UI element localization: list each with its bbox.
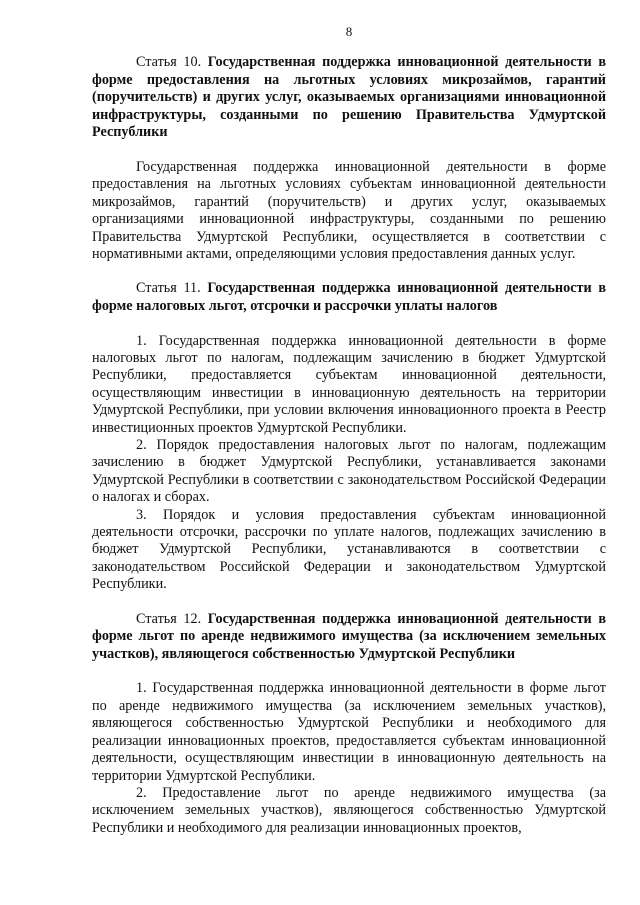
article-10-prefix: Статья 10. bbox=[136, 54, 202, 70]
article-12-title: Государственная поддержка инновационной деятельности в форме льгот по аренде недвижимого имущества (за исключением земельных участков), являющегося собственностью Удмуртской Республики bbox=[92, 610, 606, 662]
article-11-prefix: Статья 11. bbox=[136, 280, 201, 297]
article-10-paragraph-1: Государственная поддержка инновационной деятельности в форме предоставления на льготных условиях субъектам инновационной деятельности микрозаймов, гарантий (поручительств) и других услуг, оказываемых организациями инновационной инфраструктуры, созданными по решению Правительства Удмуртской Республики, осуществляется в соответствии с нормативными актами, определяющими условия предоставления данных услуг. bbox=[92, 158, 606, 262]
article-12-paragraph-1: 1. Государственная поддержка инновационной деятельности в форме льгот по аренде недвижимого имущества (за исключением земельных участков), являющегося собственностью Удмуртской Республики и необходимого для реализации инновационных проектов, предоставляется субъектам инновационной деятельности, осуществляющим инвестиции в инновационную деятельность на территории Удмуртской Республики. bbox=[92, 680, 606, 784]
article-11-title: Государственная поддержка инновационной деятельности в форме налоговых льгот, отсрочки и рассрочки уплаты налогов bbox=[92, 280, 607, 314]
article-12-heading bbox=[92, 611, 606, 664]
article-11-paragraph-1: 1. Государственная поддержка инновационной деятельности в форме налоговых льгот по налогам, подлежащим зачислению в бюджет Удмуртской Республики, предоставляется субъектам инновационной деятельности, осуществляющим инвестиции в инновационную деятельность на территории Удмуртской Республики, при условии включения инновационного проекта в Реестр инвестиционных проектов Удмуртской Республики. bbox=[92, 332, 606, 436]
article-10-title: Государственная поддержка инновационной деятельности в форме предоставления на льготных условиях микрозаймов, гарантий (поручительств) и других услуг, оказываемых организациями инновационной инфраструктуры, созданными по решению Правительства Удмуртской Республики bbox=[92, 54, 606, 141]
article-12-prefix: Статья 12. bbox=[136, 610, 202, 627]
page-number: 8 bbox=[345, 24, 353, 39]
article-12-paragraph-2: 2. Предоставление льгот по аренде недвижимого имущества (за исключением земельных участков), являющегося собственностью Удмуртской Республики и необходимого для реализации инновационных проектов, bbox=[92, 784, 606, 836]
article-11-paragraph-3: 3. Порядок и условия предоставления субъектам инновационной деятельности отсрочки, рассрочки по уплате налогов, подлежащих зачислению в бюджет Удмуртской Республики, устанавливаются в соответствии с законодательством Российской Федерации и законодательством Удмуртской Республики. bbox=[92, 506, 606, 593]
article-10-heading bbox=[92, 54, 606, 142]
article-11-heading bbox=[92, 280, 606, 315]
article-11-paragraph-2: 2. Порядок предоставления налоговых льгот по налогам, подлежащим зачислению в бюджет Удмуртской Республики, устанавливается законами Удмуртской Республики в соответствии с законодательством Российской Федерации о налогах и сборах. bbox=[92, 437, 606, 506]
